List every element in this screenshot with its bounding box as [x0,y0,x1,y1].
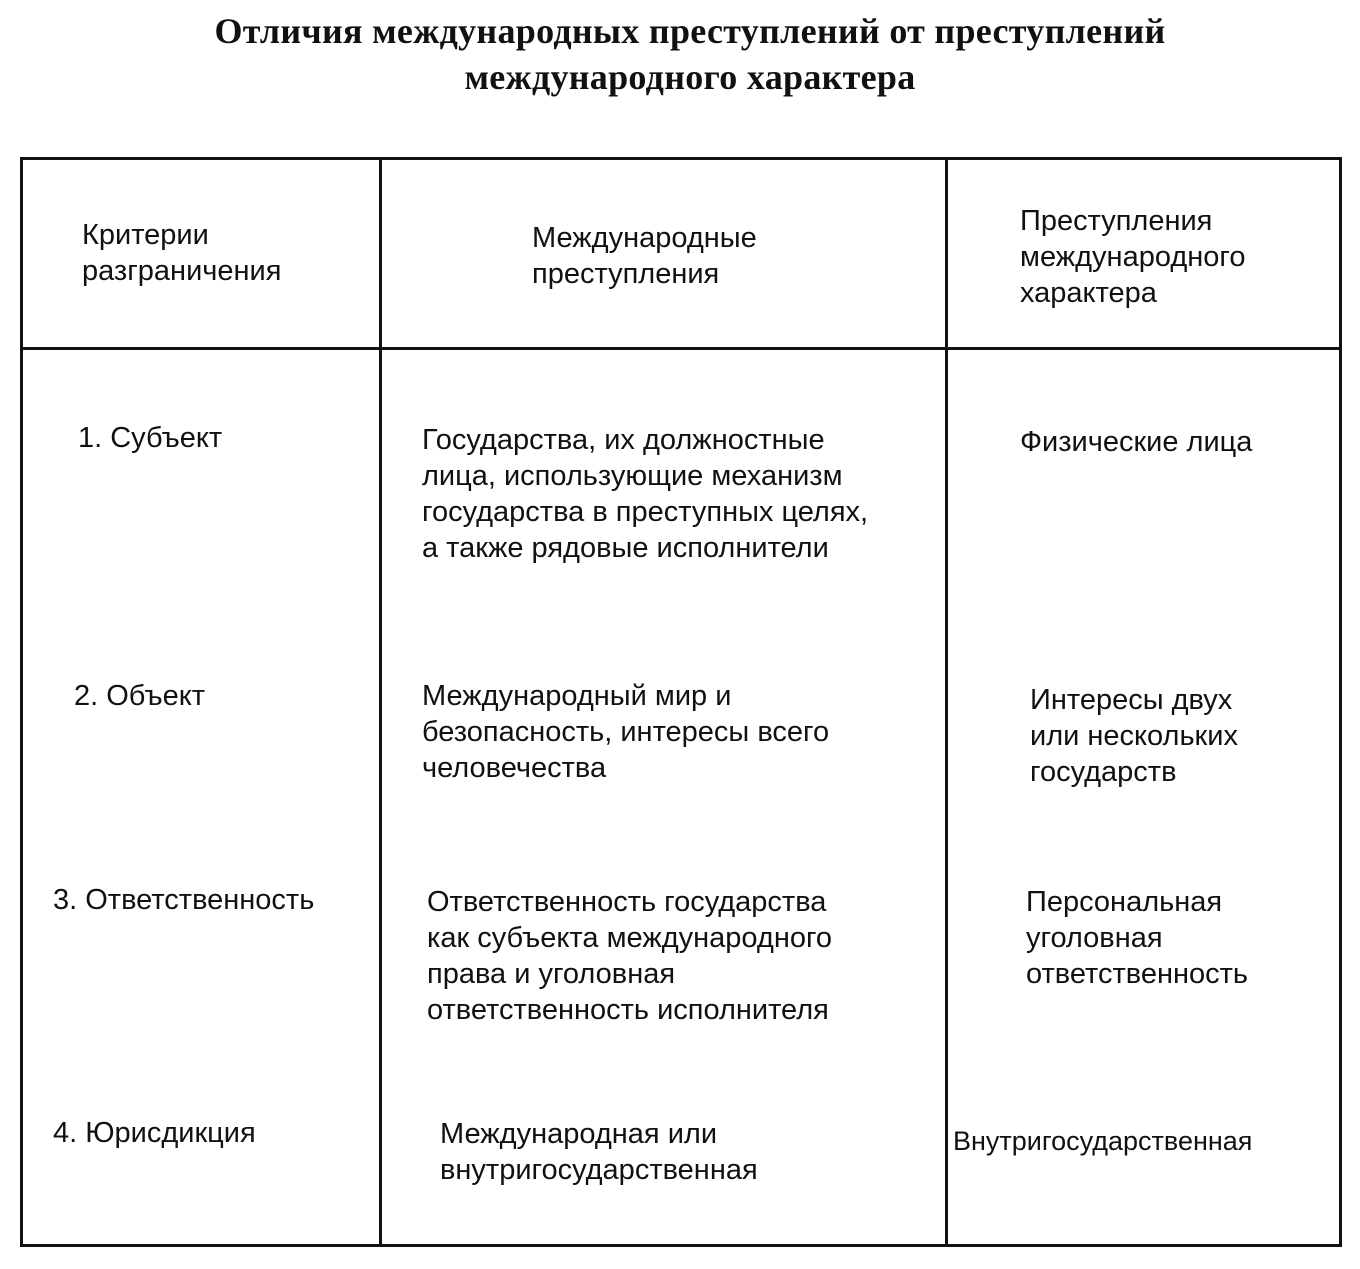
cell-line: Персональная [1026,886,1223,918]
row-international-cell [427,884,832,1028]
cell-line: Интересы двух [1030,684,1233,716]
header-text: преступления [532,258,720,290]
row-criterion [53,882,314,918]
cell-line: Ответственность государства [427,886,827,918]
row-intl-character-cell [1030,682,1238,790]
header-divider [22,347,1340,350]
title-line-2: международного характера [464,57,916,97]
criterion-text: 3. Ответственность [53,884,315,916]
row-criterion [78,420,222,456]
header-text: Международные [532,222,757,254]
column-divider-2 [945,160,948,1245]
header-international-character-crimes [1020,203,1245,311]
cell-line: Внутригосударственная [953,1126,1253,1156]
header-text: международного [1020,241,1246,273]
row-criterion [74,678,205,714]
header-text: характера [1020,277,1157,309]
criterion-text: 2. Объект [74,680,205,712]
cell-line: государства в преступных целях, [422,496,869,528]
cell-line: Физические лица [1020,426,1253,458]
header-international-crimes [532,220,757,292]
row-criterion [53,1115,256,1151]
row-intl-character-cell [1026,884,1248,992]
row-international-cell [422,422,868,566]
header-text: Критерии [82,219,209,251]
page-title [0,8,1360,100]
row-intl-character-cell [953,1123,1252,1159]
cell-line: ответственность исполнителя [427,994,829,1026]
cell-line: лица, использующие механизм [422,460,843,492]
cell-line: Международный мир и [422,680,732,712]
criterion-text: 1. Субъект [78,422,223,454]
title-line-1: Отличия международных преступлений от преступлений [214,11,1166,51]
cell-line: как субъекта международного [427,922,833,954]
cell-line: безопасность, интересы всего [422,716,830,748]
row-intl-character-cell [1020,424,1252,460]
cell-line: а также рядовые исполнители [422,532,829,564]
cell-line: внутригосударственная [440,1154,758,1186]
cell-line: Государства, их должностные [422,424,825,456]
cell-line: человечества [422,752,607,784]
cell-line: государств [1030,756,1177,788]
column-divider-1 [379,160,382,1245]
cell-line: или нескольких [1030,720,1238,752]
cell-line: ответственность [1026,958,1249,990]
row-international-cell [422,678,829,786]
header-text: разграничения [82,255,282,287]
criterion-text: 4. Юрисдикция [53,1117,256,1149]
cell-line: Международная или [440,1118,718,1150]
cell-line: уголовная [1026,922,1163,954]
header-text: Преступления [1020,205,1213,237]
row-international-cell [440,1116,758,1188]
cell-line: права и уголовная [427,958,676,990]
header-criteria [82,217,281,289]
